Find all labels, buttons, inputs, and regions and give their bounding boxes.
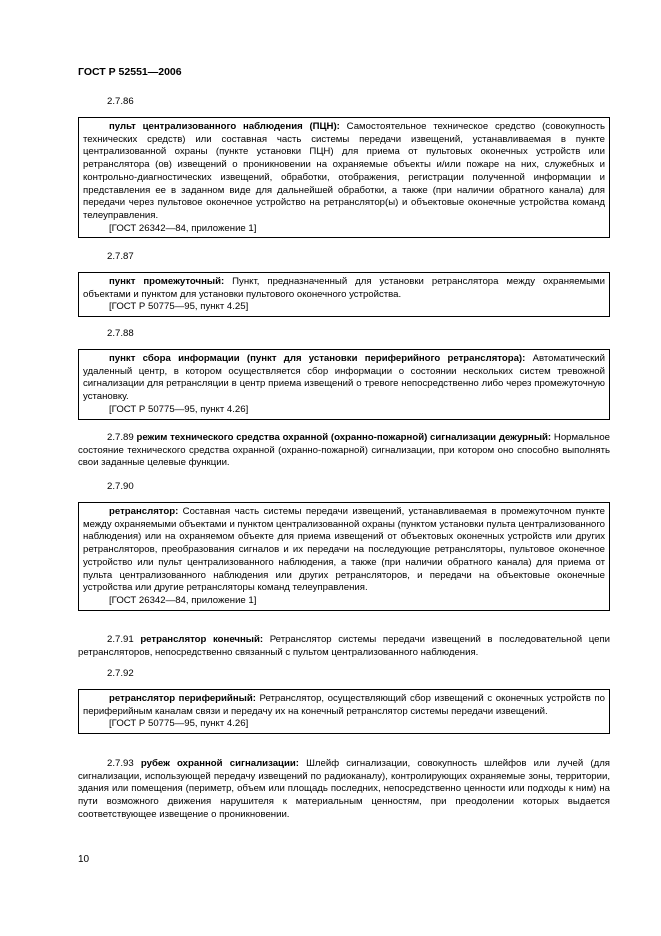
definition: Составная часть системы передачи извещений, устанавливаемая в промежуточном пункте между охраняемыми объектами и пунктом централизованной охраны (пунктом установки пульта централизованного наблюдения) или на охраняемом объекте для приема извещений от объектовых оконечных устройств или других ретрансляторов, преобразования сигналов и их передачи на последующие ретрансляторы, пультовое оконечное устройство или пульт централизованного наблюдения, а также (при наличии обратного канала) для приема от пульта централизованного наблюдения или других ретрансляторов, и передачи на объектовые оконечные устройства или другие ретрансляторы команд телеуправления. [83, 506, 605, 594]
definition-text [78, 634, 610, 659]
source-reference: [ГОСТ 26342—84, приложение 1] [109, 222, 257, 234]
definition-box [78, 349, 610, 420]
page-number: 10 [78, 854, 90, 865]
term: пункт сбора информации (пункт для установки периферийного ретранслятора): [109, 353, 526, 364]
definition-box [78, 117, 610, 238]
definition-box [78, 689, 610, 734]
definition-text [83, 353, 605, 404]
definition: Ретранслятор, осуществляющий сбор извещений с оконечных устройств по периферийным каналам связи и передачу их на конечный ретранслятор системы передачи извещений. [83, 693, 605, 717]
definition: Ретранслятор системы передачи извещений в последовательной цепи ретрансляторов, непосредственно связанный с пультом централизованного наблюдения. [78, 634, 611, 658]
document-header: ГОСТ Р 52551—2006 [78, 66, 182, 78]
term: ретранслятор конечный: [140, 634, 264, 645]
definition: Шлейф сигнализации, совокупность шлейфов или лучей (для сигнализации, использующей передачу извещений по радиоканалу), контролирующих охраняемые зоны, территории, здания или помещения (периметр, объем или площадь последних, непосредственно ценности или подходы к ним) на пути возможного движения нарушителя к материальным ценностям, при преодолении которых выдается соответствующее извещение о проникновении. [78, 758, 611, 820]
definition-paragraph [78, 634, 610, 659]
definition-paragraph [78, 432, 610, 470]
term: пульт централизованного наблюдения (ПЦН): [109, 121, 340, 132]
definition-text [83, 121, 605, 223]
definition: Самостоятельное техническое средство (совокупность технических средств) или составная часть системы передачи извещений, устанавливаемая в пункте централизованной охраны (пункте установки ПЦН) для приема от пультовых оконечных устройств или ретранслятора (ов) извещений о проникновении на охраняемые объекты и/или пожаре на них, служебных и контрольно-диагностических извещений, обработки, отображения, регистрации полученной информации и представления ее в заданном виде для дальнейшей обработки, а также (при наличии обратного канала) для передачи через пультовое оконечное устройство на ретранслятор(ы) и объектовые оконечные устройства команд телеуправления. [83, 121, 605, 221]
definition-text [78, 758, 610, 822]
definition-text [78, 432, 610, 470]
entry-number: 2.7.87 [107, 251, 134, 262]
term: ретранслятор периферийный: [109, 693, 256, 704]
source-reference: [ГОСТ Р 50775—95, пункт 4.26] [109, 718, 249, 730]
source-reference: [ГОСТ Р 50775—95, пункт 4.26] [109, 403, 249, 415]
entry-number: 2.7.88 [107, 328, 134, 339]
source-reference: [ГОСТ Р 50775—95, пункт 4.25] [109, 301, 249, 313]
entry-number: 2.7.93 [107, 758, 134, 769]
source-reference: [ГОСТ 26342—84, приложение 1] [109, 594, 257, 606]
definition-text [83, 276, 605, 301]
entry-number: 2.7.86 [107, 96, 134, 107]
definition: Нормальное состояние технического средства охранной (охранно-пожарной) сигнализации, при котором оно способно выполнять свои заданные целевые функции. [78, 432, 610, 469]
term: пункт промежуточный: [109, 276, 225, 287]
term: рубеж охранной сигнализации: [140, 758, 299, 769]
entry-number: 2.7.89 [107, 432, 134, 443]
definition: Пункт, предназначенный для установки ретранслятора между охраняемыми объектами и пунктом для установки пультового оконечного устройства. [83, 276, 605, 300]
entry-number: 2.7.91 [107, 634, 134, 645]
definition: Автоматический удаленный центр, в котором осуществляется сбор информации о состоянии нескольких систем тревожной сигнализации для ретрансляции в центр приема извещений о тревоге непосредственно либо через промежуточную установку. [83, 353, 605, 403]
entry-number: 2.7.90 [107, 481, 134, 492]
definition-box [78, 502, 610, 611]
definition-text [83, 506, 605, 595]
term: режим технического средства охранной (охранно-пожарной) сигнализации дежурный: [136, 432, 552, 443]
term: ретранслятор: [109, 506, 179, 517]
definition-paragraph [78, 758, 610, 822]
entry-number: 2.7.92 [107, 668, 134, 679]
definition-box [78, 272, 610, 317]
definition-text [83, 693, 605, 718]
